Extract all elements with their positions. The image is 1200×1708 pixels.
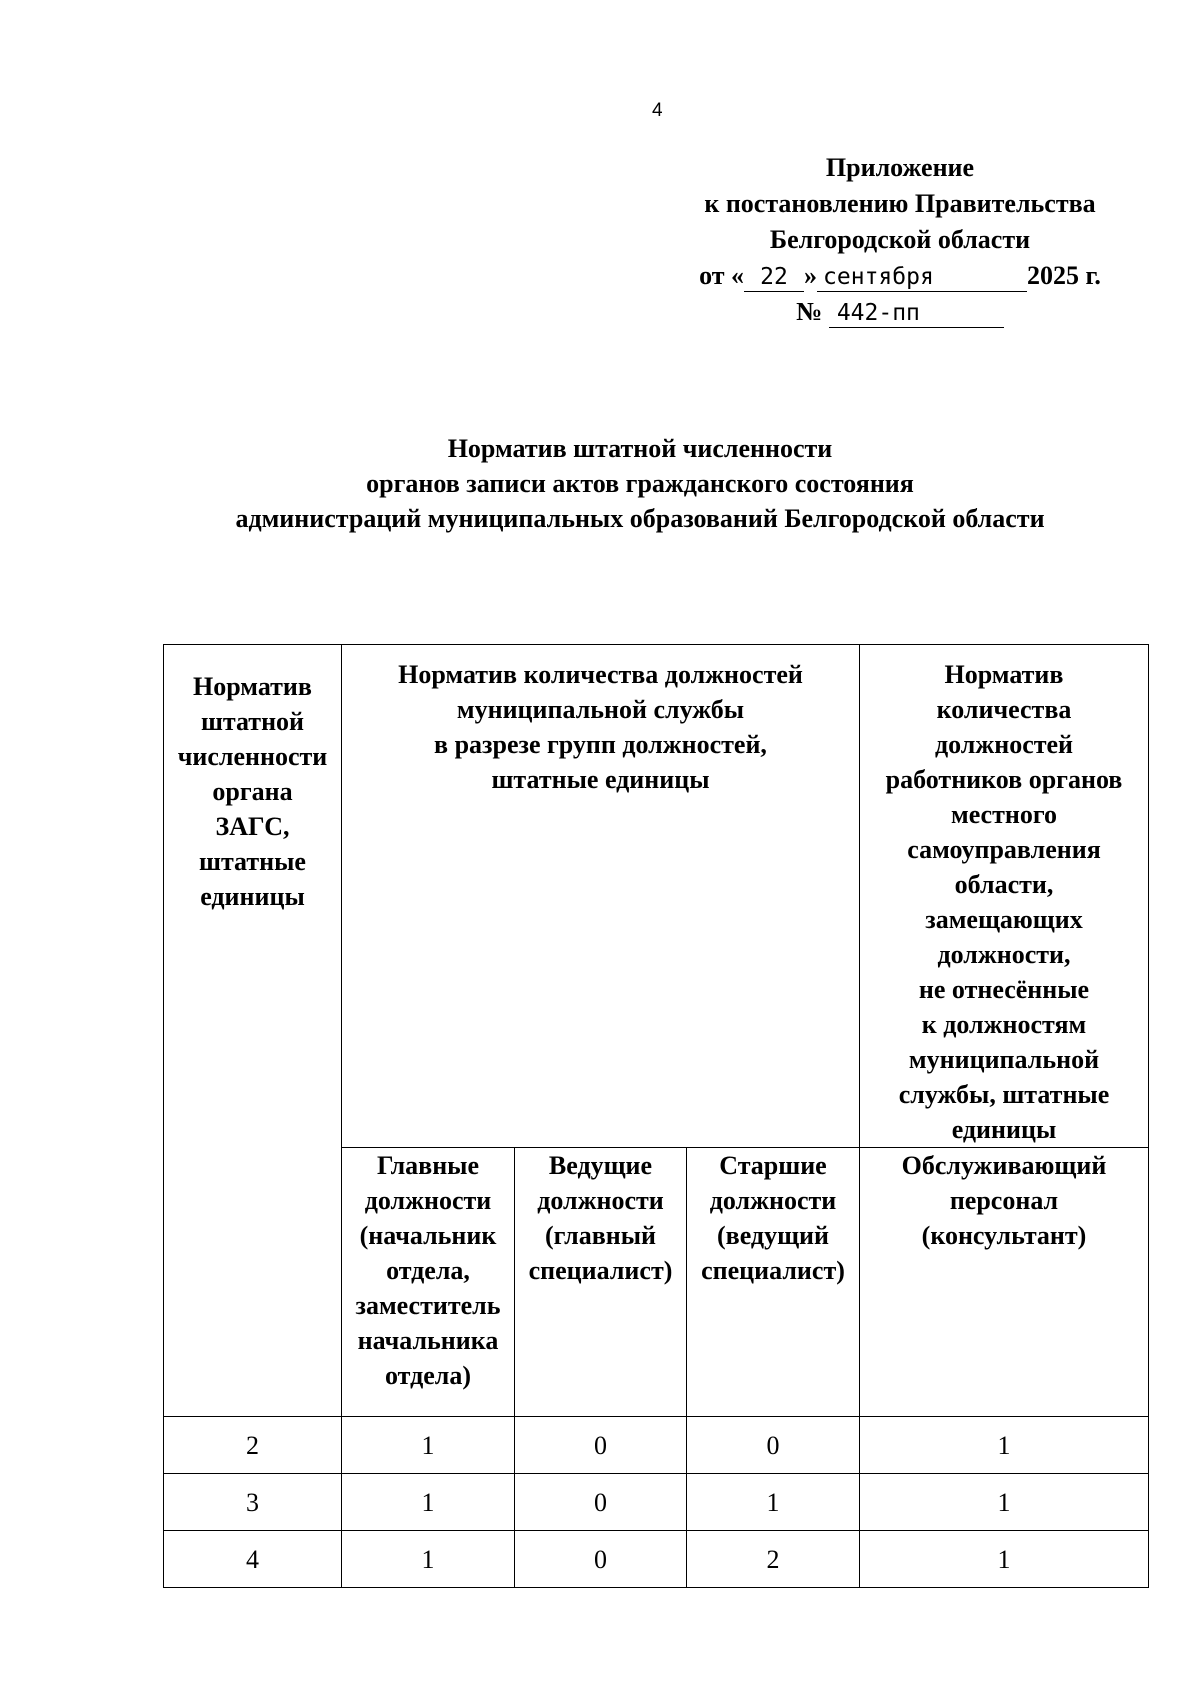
header-line: начальника bbox=[357, 1326, 499, 1355]
header-line: заместитель bbox=[355, 1291, 501, 1320]
header-line: (главный bbox=[544, 1221, 657, 1250]
title-line-2: органов записи актов гражданского состояния bbox=[366, 469, 914, 498]
header-line: штатные единицы bbox=[491, 765, 710, 794]
norm-table bbox=[163, 644, 1149, 1588]
header-line: муниципальной службы bbox=[456, 695, 745, 724]
header-line: муниципальной bbox=[908, 1045, 1100, 1074]
header-line: Ведущие bbox=[548, 1151, 653, 1180]
table-cell: 2 bbox=[164, 1417, 342, 1474]
header-line: штатной bbox=[200, 707, 305, 736]
table-cell: 0 bbox=[515, 1474, 687, 1531]
header-line: должностей bbox=[934, 730, 1074, 759]
header-line: специалист) bbox=[528, 1256, 673, 1285]
table-row bbox=[164, 1474, 1149, 1531]
header-line: персонал bbox=[949, 1186, 1059, 1215]
date-year: 2025 г. bbox=[1027, 261, 1101, 290]
header-line: специалист) bbox=[701, 1256, 845, 1285]
table-cell: 0 bbox=[515, 1417, 687, 1474]
header-line: Норматив количества должностей bbox=[398, 660, 803, 689]
appendix-date bbox=[650, 258, 1150, 294]
appendix-resolution: к постановлению Правительства bbox=[704, 189, 1096, 218]
table-cell: 1 bbox=[342, 1417, 515, 1474]
header-line: замещающих bbox=[925, 905, 1083, 934]
header-line: количества bbox=[936, 695, 1072, 724]
header-line: (начальник bbox=[359, 1221, 497, 1250]
header-line: должности bbox=[537, 1186, 664, 1215]
appendix-block bbox=[650, 150, 1150, 330]
header-other-positions bbox=[860, 645, 1149, 1148]
header-line: службы, штатные bbox=[898, 1080, 1110, 1109]
number-prefix: № bbox=[796, 297, 823, 326]
table-cell: 0 bbox=[687, 1417, 860, 1474]
header-municipal-service-group bbox=[342, 645, 860, 1148]
header-line: Старшие bbox=[719, 1151, 827, 1180]
number-field: 442-пп bbox=[829, 300, 1004, 328]
table-cell: 1 bbox=[342, 1474, 515, 1531]
header-line: должности, bbox=[937, 940, 1071, 969]
table-cell: 1 bbox=[860, 1531, 1149, 1588]
document-title bbox=[90, 431, 1190, 536]
table-cell: 2 bbox=[687, 1531, 860, 1588]
header-line: Норматив bbox=[944, 660, 1064, 689]
table-cell: 4 bbox=[164, 1531, 342, 1588]
table-cell: 1 bbox=[860, 1417, 1149, 1474]
header-line: ЗАГС, bbox=[215, 812, 290, 841]
header-row-top bbox=[164, 645, 1149, 1148]
header-line: работников органов bbox=[885, 765, 1123, 794]
header-line: самоуправления bbox=[907, 835, 1101, 864]
header-leading-positions bbox=[515, 1148, 687, 1417]
appendix-region: Белгородской области bbox=[769, 225, 1031, 254]
appendix-number bbox=[650, 294, 1150, 330]
header-chief-positions bbox=[342, 1148, 515, 1417]
header-line: (консультант) bbox=[921, 1221, 1087, 1250]
table-cell: 0 bbox=[515, 1531, 687, 1588]
header-line: единицы bbox=[951, 1115, 1057, 1144]
table-cell: 1 bbox=[342, 1531, 515, 1588]
appendix-title: Приложение bbox=[825, 153, 975, 182]
date-month-field: сентября bbox=[817, 264, 1027, 292]
header-line: штатные bbox=[199, 847, 306, 876]
header-line: отдела, bbox=[386, 1256, 470, 1285]
header-line: должности bbox=[364, 1186, 492, 1215]
header-line: Главные bbox=[376, 1151, 480, 1180]
header-line: не отнесённые bbox=[918, 975, 1090, 1004]
header-service-staff bbox=[860, 1148, 1149, 1417]
header-staff-norm bbox=[164, 645, 342, 1417]
header-line: в разрезе групп должностей, bbox=[434, 730, 767, 759]
date-prefix: от « bbox=[699, 261, 745, 290]
date-day-field: 22 bbox=[744, 264, 804, 292]
table-cell: 3 bbox=[164, 1474, 342, 1531]
header-line: численности bbox=[177, 742, 328, 771]
header-line: Обслуживающий bbox=[901, 1151, 1107, 1180]
page-number: 4 bbox=[652, 100, 663, 121]
header-line: местного bbox=[950, 800, 1058, 829]
header-line: отдела) bbox=[384, 1361, 472, 1390]
header-line: области, bbox=[954, 870, 1054, 899]
header-line: единицы bbox=[200, 882, 305, 911]
table-cell: 1 bbox=[687, 1474, 860, 1531]
header-line: органа bbox=[212, 777, 293, 806]
table-row bbox=[164, 1417, 1149, 1474]
header-line: должности bbox=[709, 1186, 837, 1215]
title-line-1: Норматив штатной численности bbox=[447, 434, 833, 463]
date-mid: » bbox=[804, 261, 818, 290]
header-line: (ведущий bbox=[717, 1221, 829, 1250]
header-senior-positions bbox=[687, 1148, 860, 1417]
title-line-3: администраций муниципальных образований Белгородской области bbox=[235, 504, 1045, 533]
table-row bbox=[164, 1531, 1149, 1588]
header-line: Норматив bbox=[193, 672, 312, 701]
table-cell: 1 bbox=[860, 1474, 1149, 1531]
header-line: к должностям bbox=[921, 1010, 1087, 1039]
